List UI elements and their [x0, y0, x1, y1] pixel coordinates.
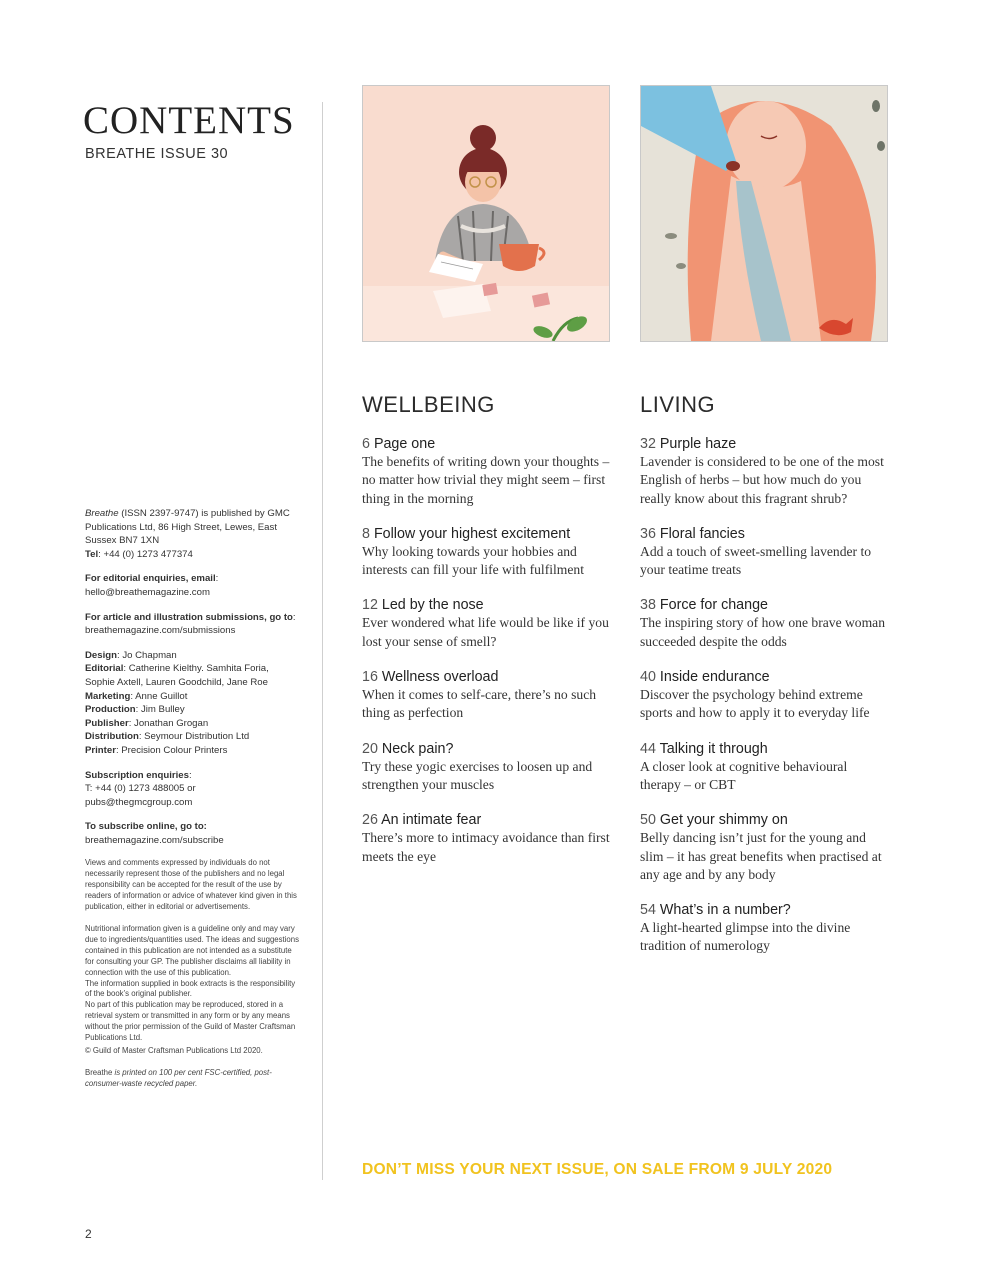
copyright: © Guild of Master Craftsman Publications Ltd 2020. [85, 1045, 263, 1055]
entry-page-number: 32 [640, 436, 656, 452]
page-number: 2 [85, 1227, 92, 1241]
contents-entry[interactable] [640, 435, 890, 508]
credit-line: Design: Jo Chapman [85, 649, 177, 661]
contents-entry[interactable] [640, 740, 890, 795]
page-title: CONTENTS [83, 99, 295, 142]
publisher-info: Breathe (ISSN 2397-9747) is published by GMC Publications Ltd, 86 High Street, Lewes, East Sussex BN7 1XN [85, 508, 290, 547]
disclaimer-views: Views and comments expressed by individuals do not necessarily represent those of the publishers and no legal responsibility can be accepted for the result of the use by readers of information or advice of whatever kind given in this publication, either in editorial or advertisements. [85, 858, 297, 912]
entry-page-number: 16 [362, 669, 378, 686]
entry-page-number: 26 [362, 812, 378, 829]
entry-description: There’s more to intimacy avoidance than first meets the eye [362, 830, 610, 864]
entry-page-number: 6 [362, 436, 370, 452]
entry-description: The inspiring story of how one brave woman succeeded despite the odds [640, 615, 886, 649]
credit-line: Production: Jim Bulley [85, 704, 185, 716]
entry-title: An intimate fear [381, 812, 482, 829]
section-wellbeing [362, 392, 612, 883]
next-issue-banner: DON’T MISS YOUR NEXT ISSUE, ON SALE FROM 9 JULY 2020 [362, 1161, 833, 1178]
entry-title: Talking it through [659, 740, 768, 757]
entry-description: A light-hearted glimpse into the divine tradition of numerology [640, 920, 851, 954]
entry-description: Ever wondered what life would be like if you lost your sense of smell? [362, 615, 609, 649]
entry-page-number: 44 [640, 740, 656, 757]
entry-page-number: 50 [640, 812, 656, 829]
entry-title: Wellness overload [381, 669, 499, 686]
entry-title: Neck pain? [381, 740, 454, 757]
submissions-link[interactable]: breathemagazine.com/submissions [85, 625, 236, 637]
section-living [640, 392, 890, 973]
entry-description: Try these yogic exercises to loosen up and strengthen your muscles [362, 758, 593, 792]
editorial-enquiries: For editorial enquiries, email: hello@breathemagazine.com [85, 573, 219, 598]
paper-note: Breathe is printed on 100 per cent FSC-certified, post-consumer-waste recycled paper. [85, 1067, 272, 1088]
entry-page-number: 8 [362, 525, 370, 542]
entry-title: Purple haze [659, 436, 737, 452]
entry-title: Led by the nose [381, 597, 484, 614]
section-heading: LIVING [640, 392, 716, 417]
issue-subtitle: BREATHE ISSUE 30 [85, 146, 229, 162]
subscription-enquiries: Subscription enquiries: T: +44 (0) 1273 488005 or pubs@thegmcgroup.com [85, 769, 196, 808]
entry-description: The benefits of writing down your thoughts – no matter how trivial they might seem – first thing in the morning [362, 454, 610, 506]
editorial-email-link[interactable]: hello@breathemagazine.com [85, 586, 210, 598]
subscribe-online: To subscribe online, go to: breathemagazine.com/subscribe [85, 821, 224, 846]
entry-page-number: 12 [362, 597, 378, 614]
entry-description: Belly dancing isn’t just for the young and slim – it has great benefits when practised at any age and by any body [640, 830, 882, 882]
entry-page-number: 20 [362, 740, 378, 757]
contents-entry[interactable] [362, 811, 612, 866]
entry-title: Get your shimmy on [659, 812, 788, 829]
contents-entry[interactable] [640, 668, 890, 723]
disclaimer-reproduction: No part of this publication may be reproduced, stored in a retrieval system or transmitted in any form or by any means without the prior permission of the Guild of Master Craftsman Publications Ltd. [85, 1000, 296, 1043]
telephone: Tel: +44 (0) 1273 477374 [85, 548, 193, 560]
credit-line: Distribution: Seymour Distribution Ltd [85, 731, 250, 743]
entry-title: What’s in a number? [659, 902, 791, 919]
contents-entry[interactable] [640, 811, 890, 884]
credits-list [85, 649, 300, 758]
entry-description: Discover the psychology behind extreme sports and how to apply it to everyday life [640, 687, 870, 721]
contents-entry[interactable] [362, 596, 612, 651]
entry-description: Why looking towards your hobbies and interests can fill your life with fulfilment [362, 543, 584, 578]
section-heading: WELLBEING [362, 392, 495, 417]
entry-title: Force for change [659, 597, 768, 614]
subscribe-link[interactable]: breathemagazine.com/subscribe [85, 834, 224, 846]
contents-entry[interactable] [362, 668, 612, 723]
contents-entry[interactable] [362, 435, 612, 508]
disclaimer-extracts: The information supplied in book extracts is the responsibility of the book’s original publisher. [85, 978, 296, 999]
illustration-woman-writing [362, 85, 610, 342]
entry-page-number: 54 [640, 902, 656, 919]
contents-entry[interactable] [640, 901, 890, 956]
illustration-woman-drinking [640, 85, 888, 342]
disclaimer-nutrition: Nutritional information given is a guideline only and may vary due to ingredients/quantities used. The ideas and suggestions contained in this publication are not intended as a substitute for consulting your GP. The publisher disclaims all liability in connection with the use of this publication. [85, 924, 299, 977]
entry-page-number: 36 [640, 525, 656, 542]
contents-entry[interactable] [362, 525, 612, 580]
imprint-block [85, 507, 300, 1101]
contents-entry[interactable] [362, 740, 612, 795]
entry-title: Follow your highest excitement [373, 525, 571, 542]
credit-line: Publisher: Jonathan Grogan [85, 717, 209, 729]
entry-title: Floral fancies [659, 525, 745, 542]
credit-line: Marketing: Anne Guillot [85, 690, 188, 702]
entry-description: A closer look at cognitive behavioural therapy – or CBT [640, 758, 848, 792]
entry-description: Lavender is considered to be one of the most English of herbs – but how much do you really know about this fragrant shrub? [640, 454, 884, 506]
entry-description: When it comes to self-care, there’s no such thing as perfection [362, 687, 597, 721]
contents-entry[interactable] [640, 525, 890, 580]
entry-title: Page one [373, 436, 436, 452]
credit-line: Printer: Precision Colour Printers [85, 744, 228, 756]
entry-page-number: 38 [640, 597, 656, 614]
column-divider [322, 102, 323, 1180]
contents-entry[interactable] [640, 596, 890, 651]
credit-line: Editorial: Catherine Kielthy. Samhita Foria, Sophie Axtell, Lauren Goodchild, Jane Roe [85, 663, 269, 688]
entry-page-number: 40 [640, 669, 656, 686]
entry-description: Add a touch of sweet-smelling lavender to your teatime treats [640, 543, 872, 578]
submissions-info: For article and illustration submissions, go to: breathemagazine.com/submissions [85, 611, 296, 637]
entry-title: Inside endurance [659, 669, 770, 686]
